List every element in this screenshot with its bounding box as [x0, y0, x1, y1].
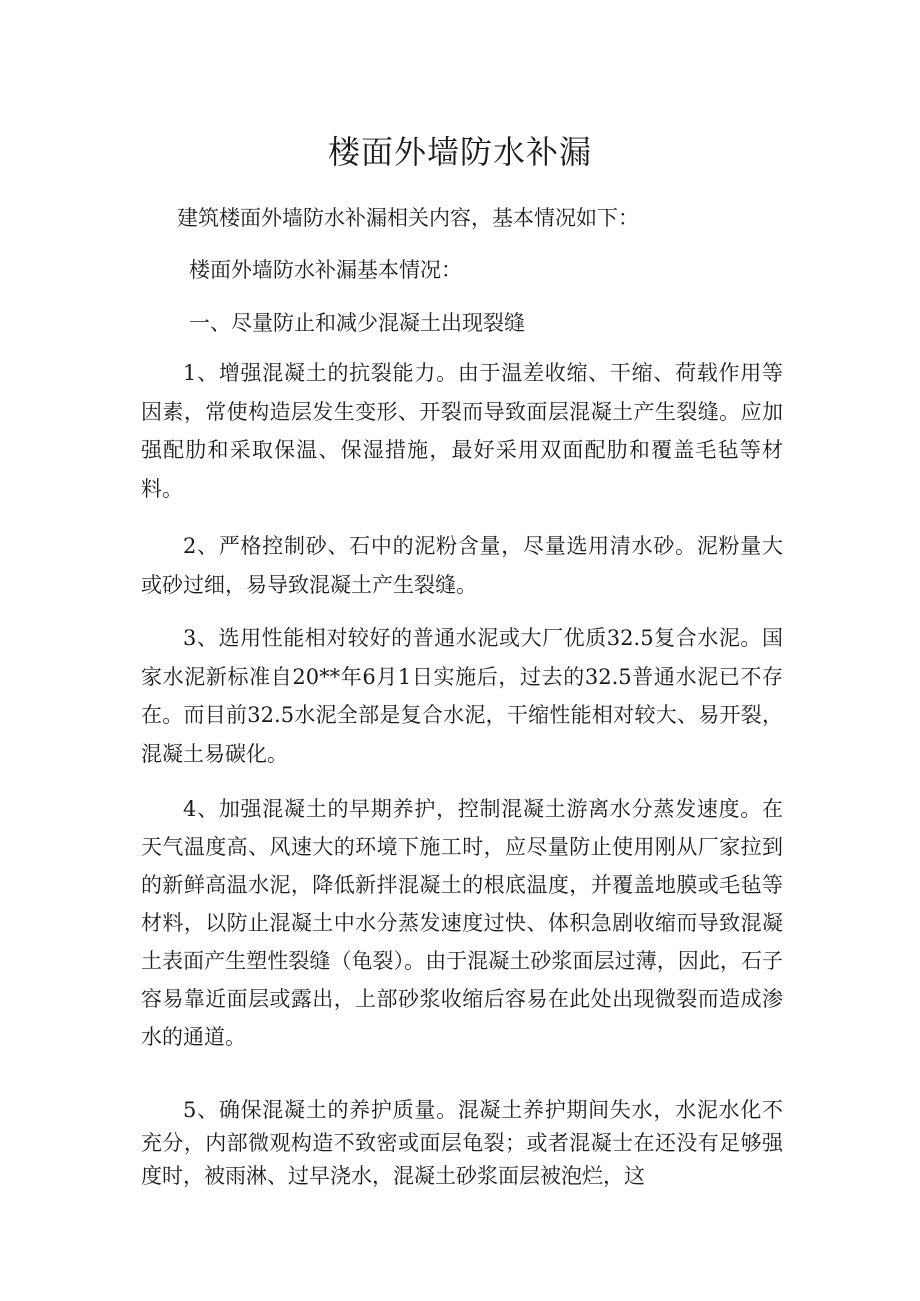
paragraph-3: 3、选用性能相对较好的普通水泥或大厂优质32.5复合水泥。国家水泥新标准自20**年6月1日实施后，过去的32.5普通水泥已不存在。而目前32.5水泥全部是复合水泥，干缩性能相对较大、易开裂，混凝土易碳化。 — [141, 626, 783, 767]
paragraph-2: 2、严格控制砂、石中的泥粉含量，尽量选用清水砂。泥粉量大或砂过细，易导致混凝土产生裂缝。 — [141, 534, 783, 597]
paragraph-4: 4、加强混凝土的早期养护，控制混凝土游离水分蒸发速度。在天气温度高、风速大的环境下施工时，应尽量防止使用刚从厂家拉到的新鲜高温水泥，降低新拌混凝土的根底温度，并覆盖地膜或毛毡等材料，以防止混凝土中水分蒸发速度过快、体积急剧收缩而导致混凝土表面产生塑性裂缝（龟裂）。由于混凝土砂浆面层过薄，因此，石子容易靠近面层或露出，上部砂浆收缩后容易在此处出现微裂而造成渗水的通道。 — [141, 797, 783, 1049]
document-title: 楼面外墙防水补漏 — [327, 133, 592, 171]
section-heading: 一、尽量防止和减少混凝土出现裂缝 — [189, 311, 525, 335]
paragraph-5: 5、确保混凝土的养护质量。混凝土养护期间失水，水泥水化不充分，内部微观构造不致密或面层龟裂；或者混凝士在还没有足够强度时，被雨淋、过早浇水，混凝土砂浆面层被泡烂，这 — [141, 1098, 783, 1188]
subheading: 楼面外墙防水补漏基本情况： — [189, 258, 462, 282]
intro-text: 建筑楼面外墙防水补漏相关内容，基本情况如下： — [177, 206, 639, 230]
paragraph-1: 1、增强混凝土的抗裂能力。由于温差收缩、干缩、荷载作用等因素，常使构造层发生变形、开裂而导致面层混凝土产生裂缝。应加强配肋和采取保温、保湿措施，最好采用双面配肋和覆盖毛毡等材料。 — [141, 361, 783, 502]
